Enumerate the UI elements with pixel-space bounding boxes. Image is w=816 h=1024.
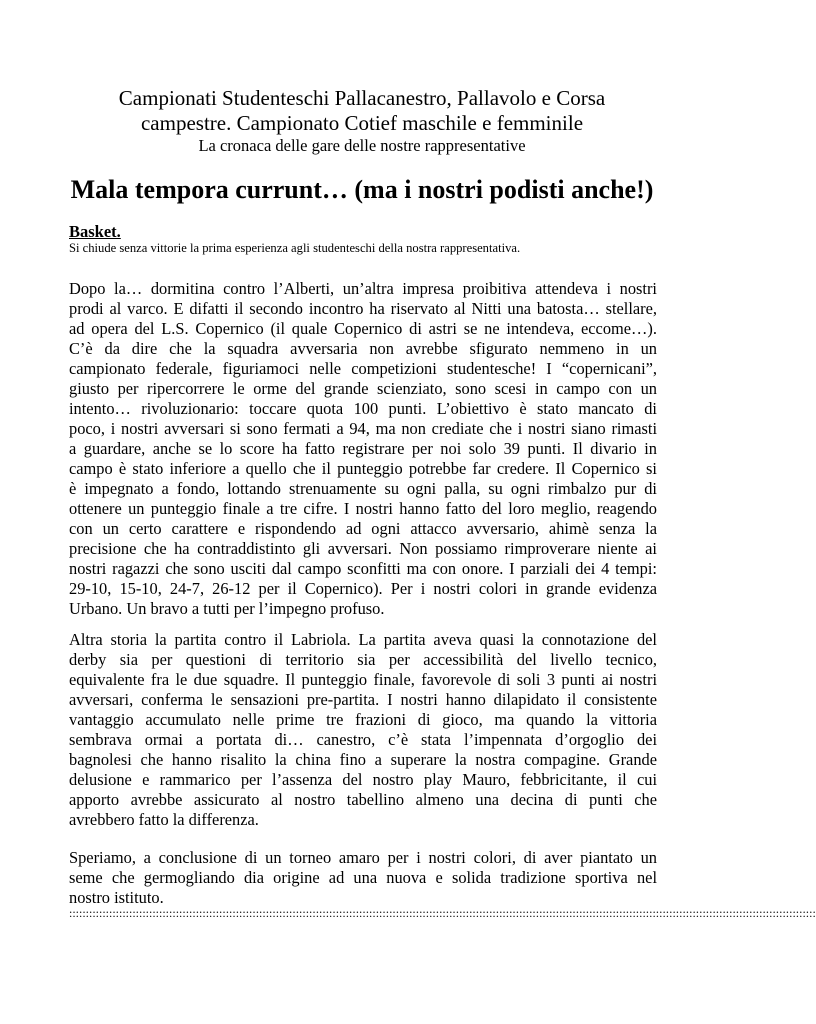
- paragraph-1: [69, 279, 657, 619]
- paragraph-line: campionato federale, figuriamoci nelle competizioni studentesche! I “copernicani”,: [69, 359, 657, 378]
- paragraph-line: C’è da dire che la squadra avversaria non avrebbe sfigurato nemmeno in un: [69, 339, 657, 358]
- paragraph-line: intento… rivoluzionario: toccare quota 100 punti. L’obiettivo è stato mancato di: [69, 399, 657, 418]
- document-header: [60, 86, 664, 155]
- paragraph-line: è impegnato a fondo, lottando strenuamente su ogni palla, su ogni rimbalzo pur di: [69, 479, 657, 498]
- paragraph-3: [69, 848, 657, 908]
- header-title-line-2: campestre. Campionato Cotief maschile e femminile: [140, 111, 584, 135]
- paragraph-line: sembrava ormai a portata di… canestro, c’è stata l’impennata d’orgoglio dei: [69, 730, 657, 749]
- paragraph-line: seme che germogliando dia origine ad una nuova e solida tradizione sportiva nel: [69, 868, 657, 887]
- paragraph-line: Dopo la… dormitina contro l’Alberti, un’altra impresa proibitiva attendeva i nostri: [69, 279, 657, 298]
- paragraph-line: ottenere un punteggio finale a tre cifre. I nostri hanno fatto del loro meglio, reagendo: [69, 499, 657, 518]
- section-intro: Si chiude senza vittorie la prima esperienza agli studenteschi della nostra rappresentativa.: [69, 241, 521, 255]
- paragraph-line: a guardare, anche se lo score ha fatto registrare per noi solo 39 punti. Il divario in: [69, 439, 657, 458]
- header-subtitle: La cronaca delle gare delle nostre rappresentative: [198, 136, 526, 155]
- paragraph-line: Altra storia la partita contro il Labriola. La partita aveva quasi la connotazione del: [69, 630, 657, 649]
- paragraph-line: delusione e rammarico per l’assenza del nostro play Mauro, febbricitante, il cui: [69, 770, 657, 789]
- paragraph-line: precisione che ha contraddistinto gli avversari. Non possiamo rimproverare niente ai: [69, 539, 657, 558]
- article-headline: Mala tempora currunt… (ma i nostri podisti anche!): [70, 175, 654, 204]
- section-title: Basket.: [69, 222, 121, 241]
- paragraph-line: equivalente fra le due squadre. Il punteggio finale, favorevole di soli 3 punti ai nostri: [69, 670, 657, 689]
- paragraph-line: apporto avrebbe assicurato al nostro tabellino almeno una decina di punti che: [69, 790, 657, 809]
- paragraph-line: Urbano. Un bravo a tutti per l’impegno profuso.: [69, 599, 385, 618]
- paragraph-line: giusto per ripercorrere le orme del grande scienziato, sono scesi in campo con un: [69, 379, 657, 398]
- paragraph-line: campo è stato inferiore a quello che il punteggio potrebbe far credere. Il Copernico si: [69, 459, 657, 478]
- header-title-line-1: Campionati Studenteschi Pallacanestro, Pallavolo e Corsa: [118, 86, 606, 110]
- paragraph-line: ad opera del L.S. Copernico (il quale Copernico di astri se ne intendeva, eccome…).: [69, 319, 657, 338]
- paragraph-line: Speriamo, a conclusione di un torneo amaro per i nostri colori, di aver piantato un: [69, 848, 657, 867]
- dotted-separator: ::::::::::::::::::::::::::::::::::::::::::::::::::::::::::::::::::::::::::::::::::::::::::::::::::::::::::::::::::::::::::::::::::::::::::::::::::::::::::::::::::::::::::::::::::::::::::::::::::::::::::::::::::::::::::::::::: [69, 906, 816, 920]
- paragraph-line: derby sia per questioni di territorio sia per accessibilità del livello tecnico,: [69, 650, 657, 669]
- paragraph-line: bagnolesi che hanno risalito la china fino a superare la nostra compagine. Grande: [69, 750, 657, 769]
- paragraph-line: nostri ragazzi che sono usciti dal campo sconfitti ma con onore. I parziali dei 4 tempi:: [69, 559, 657, 578]
- paragraph-line: nostro istituto.: [69, 888, 164, 907]
- paragraph-line: poco, i nostri avversari si sono fermati a 94, ma non crediate che i nostri siano rimasti: [69, 419, 657, 438]
- paragraph-line: prodi al varco. E difatti il secondo incontro ha riservato al Nitti una batosta… stellare,: [69, 299, 657, 318]
- paragraph-line: con un certo carattere e rispondendo ad ogni attacco avversario, ahimè senza la: [69, 519, 657, 538]
- paragraph-line: 29-10, 15-10, 24-7, 26-12 per il Copernico). Per i nostri colori in grande evidenza: [69, 579, 657, 598]
- paragraph-line: avrebbero fatto la differenza.: [69, 810, 259, 829]
- paragraph-line: vantaggio accumulato nelle prime tre frazioni di gioco, ma quando la vittoria: [69, 710, 657, 729]
- paragraph-line: avversari, conferma le sensazioni pre-partita. I nostri hanno dilapidato il consistente: [69, 690, 657, 709]
- paragraph-2: [69, 630, 657, 830]
